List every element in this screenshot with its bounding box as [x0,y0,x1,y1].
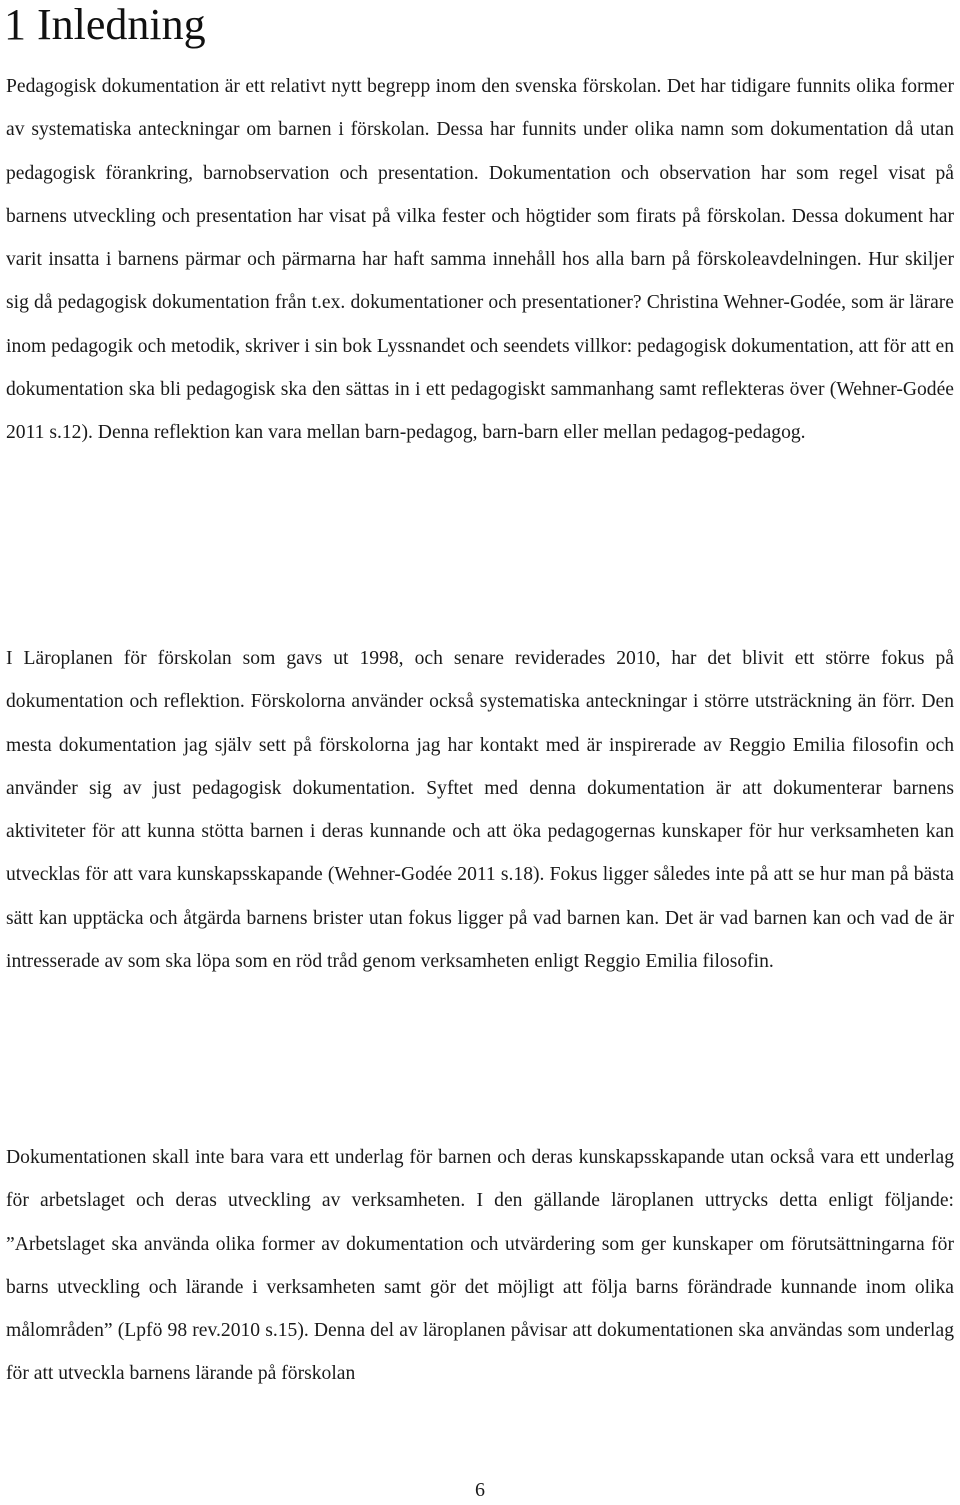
chapter-heading: 1 Inledning [4,0,206,49]
page-number: 6 [475,1479,485,1501]
paragraph-2: I Läroplanen för förskolan som gavs ut 1998, och senare reviderades 2010, har det blivit ett större fokus på dokumentation och reflektion. Förskolorna använder också systematiska anteckningar i större utsträckning än förr. Den mesta dokumentation jag själv sett på förskolorna jag har kontakt med är inspirerade av Reggio Emilia filosofin och använder sig av just pedagogisk dokumentation. Syftet med denna dokumentation är att dokumenterar barnens aktiviteter för att kunna stötta barnen i deras kunnande och att öka pedagogernas kunskaper för hur verksamheten kan utvecklas för att vara kunskapsskapande (Wehner-Godée 2011 s.18). Fokus ligger således inte på att se hur man på bästa sätt kan upptäcka och åtgärda barnens brister utan fokus ligger på vad barnen kan. Det är vad barnen kan och vad de är intresserade av som ska löpa som en röd tråd genom verksamheten enligt Reggio Emilia filosofin. [6,648,954,973]
paragraph-3: Dokumentationen skall inte bara vara ett underlag för barnen och deras kunskapsskapande utan också vara ett underlag för arbetslaget och deras utveckling av verksamheten. I den gällande läroplanen uttrycks detta enligt följande: ”Arbetslaget ska använda olika former av dokumentation och utvärdering som ger kunskaper om förutsättningarna för barns utveckling och lärande i verksamheten samt gör det möjligt att följa barns förändrade kunnande inom olika målområden” (Lpfö 98 rev.2010 s.15). Denna del av läroplanen påvisar att dokumentationen ska användas som underlag för att utveckla barnens lärande på förskolan [6,1147,954,1385]
paragraph-1: Pedagogisk dokumentation är ett relativt nytt begrepp inom den svenska förskolan. Det har tidigare funnits olika former av systematiska anteckningar om barnen i förskolan. Dessa har funnits under olika namn som dokumentation då utan pedagogisk förankring, barnobservation och presentation. Dokumentation och observation har som regel visat på barnens utveckling och presentation har visat på vilka fester och högtider som firats på förskolan. Dessa dokument har varit insatta i barnens pärmar och pärmarna har haft samma innehåll hos alla barn på förskoleavdelningen. Hur skiljer sig då pedagogisk dokumentation från t.ex. dokumentationer och presentationer? Christina Wehner-Godée, som är lärare inom pedagogik och metodik, skriver i sin bok Lyssnandet och seendets villkor: pedagogisk dokumentation, att för att en dokumentation ska bli pedagogisk ska den sättas in i ett pedagogiskt sammanhang samt reflekteras över (Wehner-Godée 2011 s.12). Denna reflektion kan vara mellan barn-pedagog, barn-barn eller mellan pedagog-pedagog. [6,76,954,444]
